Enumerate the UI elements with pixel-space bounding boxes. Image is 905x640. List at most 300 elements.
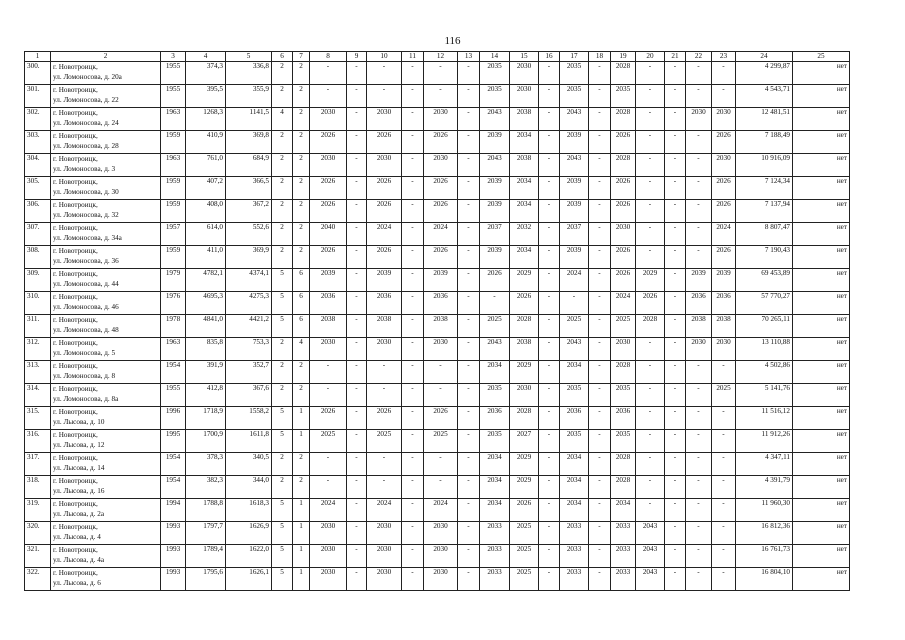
cell-c17: 2039	[560, 200, 589, 223]
address-street: ул. Ломоносова, д. 5	[53, 349, 116, 357]
cell-c23: -	[712, 522, 736, 545]
cell-c10: 2030	[367, 154, 402, 177]
address-city: г. Новотроицк,	[53, 431, 98, 439]
cell-c15: 2029	[510, 476, 539, 499]
cell-a2: 340,5	[226, 453, 272, 476]
cell-c11: -	[402, 476, 424, 499]
cell-c14: 2034	[480, 499, 510, 522]
cell-c10: 2030	[367, 108, 402, 131]
cell-cost: 11 516,12	[736, 407, 793, 430]
cell-c15: 2030	[510, 62, 539, 85]
cell-c9: -	[347, 108, 367, 131]
cell-c17: 2043	[560, 338, 589, 361]
cell-c18: -	[589, 476, 611, 499]
cell-c20: -	[636, 476, 665, 499]
row-number-cell: 311.	[25, 315, 51, 338]
column-header: 12	[424, 52, 458, 62]
cell-c17: 2043	[560, 154, 589, 177]
cell-c21: -	[665, 269, 686, 292]
row-number-cell: 301.	[25, 85, 51, 108]
cell-c15: 2034	[510, 131, 539, 154]
cell-c6: 2	[272, 476, 293, 499]
cell-year: 1996	[161, 407, 186, 430]
address-city: г. Новотроицк,	[53, 247, 98, 255]
cell-c16: -	[539, 338, 560, 361]
cell-c18: -	[589, 292, 611, 315]
cell-c12: 2024	[424, 499, 458, 522]
cell-c19: 2026	[611, 246, 636, 269]
cell-cost: 4 299,87	[736, 62, 793, 85]
address-street: ул. Ломоносова, д. 34а	[53, 234, 122, 242]
cell-c20: -	[636, 131, 665, 154]
cell-c14: 2035	[480, 85, 510, 108]
cell-c19: 2035	[611, 85, 636, 108]
cell-cost: 4 543,71	[736, 85, 793, 108]
cell-c12: 2026	[424, 407, 458, 430]
cell-c11: -	[402, 131, 424, 154]
cell-c23: 2030	[712, 108, 736, 131]
cell-c7: 2	[293, 108, 310, 131]
address-street: ул. Лысова, д. 14	[53, 464, 105, 472]
cell-c21: -	[665, 177, 686, 200]
cell-c6: 2	[272, 154, 293, 177]
cell-c19: 2035	[611, 430, 636, 453]
cell-c23: -	[712, 499, 736, 522]
cell-c16: -	[539, 545, 560, 568]
cell-c19: 2028	[611, 62, 636, 85]
cell-c16: -	[539, 315, 560, 338]
cell-c8: 2030	[310, 522, 347, 545]
cell-year: 1963	[161, 338, 186, 361]
cell-c16: -	[539, 292, 560, 315]
cell-c9: -	[347, 315, 367, 338]
cell-year: 1994	[161, 499, 186, 522]
cell-c9: -	[347, 453, 367, 476]
cell-c10: 2030	[367, 522, 402, 545]
cell-note: нет	[793, 568, 850, 591]
cell-a1: 4695,3	[186, 292, 226, 315]
cell-a2: 367,2	[226, 200, 272, 223]
cell-c23: -	[712, 453, 736, 476]
row-number-cell: 318.	[25, 476, 51, 499]
cell-c22: 2030	[686, 338, 712, 361]
column-header: 18	[589, 52, 611, 62]
cell-c19: 2028	[611, 476, 636, 499]
address-city: г. Новотроицк,	[53, 293, 98, 301]
cell-note: нет	[793, 522, 850, 545]
cell-c12: 2025	[424, 430, 458, 453]
cell-a2: 552,6	[226, 223, 272, 246]
table-body	[25, 62, 850, 591]
cell-c12: -	[424, 476, 458, 499]
cell-c13: -	[458, 62, 480, 85]
cell-c13: -	[458, 269, 480, 292]
address-cell	[51, 108, 161, 131]
cell-c14: 2039	[480, 177, 510, 200]
cell-year: 1976	[161, 292, 186, 315]
cell-a2: 369,8	[226, 131, 272, 154]
cell-note: нет	[793, 338, 850, 361]
cell-c11: -	[402, 177, 424, 200]
cell-c18: -	[589, 338, 611, 361]
address-city: г. Новотроицк,	[53, 339, 98, 347]
cell-c7: 1	[293, 545, 310, 568]
cell-c20: -	[636, 407, 665, 430]
cell-c19: 2034	[611, 499, 636, 522]
cell-c23: 2039	[712, 269, 736, 292]
cell-a1: 835,8	[186, 338, 226, 361]
cell-a1: 1795,6	[186, 568, 226, 591]
table-row	[25, 361, 850, 384]
cell-c20: -	[636, 108, 665, 131]
cell-c6: 2	[272, 131, 293, 154]
cell-c15: 2027	[510, 430, 539, 453]
cell-cost: 4 502,86	[736, 361, 793, 384]
cell-c18: -	[589, 223, 611, 246]
cell-c13: -	[458, 85, 480, 108]
cell-c12: -	[424, 453, 458, 476]
cell-c10: 2030	[367, 545, 402, 568]
cell-c13: -	[458, 499, 480, 522]
cell-c10: 2030	[367, 568, 402, 591]
table-row	[25, 177, 850, 200]
cell-year: 1954	[161, 453, 186, 476]
address-city: г. Новотроицк,	[53, 155, 98, 163]
cell-c21: -	[665, 85, 686, 108]
table-row	[25, 315, 850, 338]
cell-c13: -	[458, 545, 480, 568]
cell-c12: 2026	[424, 200, 458, 223]
cell-c11: -	[402, 407, 424, 430]
cell-c7: 2	[293, 62, 310, 85]
cell-c22: -	[686, 62, 712, 85]
cell-note: нет	[793, 315, 850, 338]
cell-c8: 2036	[310, 292, 347, 315]
cell-c6: 2	[272, 85, 293, 108]
address-cell	[51, 269, 161, 292]
cell-c19: 2028	[611, 453, 636, 476]
cell-c10: 2026	[367, 200, 402, 223]
cell-a2: 355,9	[226, 85, 272, 108]
cell-cost: 16 812,36	[736, 522, 793, 545]
address-cell	[51, 545, 161, 568]
cell-a2: 1611,8	[226, 430, 272, 453]
cell-c11: -	[402, 62, 424, 85]
cell-c16: -	[539, 108, 560, 131]
cell-year: 1954	[161, 476, 186, 499]
row-number-cell: 317.	[25, 453, 51, 476]
cell-c21: -	[665, 361, 686, 384]
cell-c12: 2030	[424, 545, 458, 568]
cell-c15: 2038	[510, 154, 539, 177]
address-street: ул. Ломоносова, д. 32	[53, 211, 119, 219]
row-number-cell: 322.	[25, 568, 51, 591]
cell-c23: 2030	[712, 338, 736, 361]
cell-c18: -	[589, 315, 611, 338]
address-street: ул. Ломоносова, д. 24	[53, 119, 119, 127]
cell-c18: -	[589, 407, 611, 430]
cell-c16: -	[539, 223, 560, 246]
cell-c16: -	[539, 430, 560, 453]
cell-c21: -	[665, 499, 686, 522]
cell-c20: -	[636, 177, 665, 200]
cell-c13: -	[458, 522, 480, 545]
page-number: 116	[444, 35, 461, 47]
cell-year: 1993	[161, 568, 186, 591]
cell-a1: 391,9	[186, 361, 226, 384]
cell-c7: 1	[293, 430, 310, 453]
table-row	[25, 223, 850, 246]
column-header: 11	[402, 52, 424, 62]
cell-a2: 1626,1	[226, 568, 272, 591]
cell-cost: 7 190,43	[736, 246, 793, 269]
cell-c12: 2030	[424, 522, 458, 545]
cell-c16: -	[539, 568, 560, 591]
cell-c20: 2028	[636, 315, 665, 338]
row-number-cell: 308.	[25, 246, 51, 269]
address-street: ул. Ломоносова, д. 46	[53, 303, 119, 311]
cell-c22: -	[686, 154, 712, 177]
cell-c7: 2	[293, 154, 310, 177]
table-row	[25, 131, 850, 154]
cell-c8: 2030	[310, 108, 347, 131]
cell-c13: -	[458, 200, 480, 223]
column-header: 17	[560, 52, 589, 62]
cell-c16: -	[539, 499, 560, 522]
table-row	[25, 499, 850, 522]
column-header: 8	[310, 52, 347, 62]
cell-c16: -	[539, 476, 560, 499]
column-header: 20	[636, 52, 665, 62]
cell-c10: 2039	[367, 269, 402, 292]
cell-a1: 412,8	[186, 384, 226, 407]
cell-a1: 614,0	[186, 223, 226, 246]
cell-c16: -	[539, 407, 560, 430]
cell-c21: -	[665, 568, 686, 591]
cell-note: нет	[793, 131, 850, 154]
cell-c21: -	[665, 292, 686, 315]
cell-a1: 761,0	[186, 154, 226, 177]
cell-c16: -	[539, 62, 560, 85]
cell-cost: 12 481,51	[736, 108, 793, 131]
cell-c8: 2026	[310, 131, 347, 154]
table-row	[25, 108, 850, 131]
cell-a2: 1141,5	[226, 108, 272, 131]
cell-year: 1993	[161, 522, 186, 545]
cell-c7: 2	[293, 453, 310, 476]
cell-c18: -	[589, 269, 611, 292]
cell-c19: 2026	[611, 131, 636, 154]
cell-c8: 2024	[310, 499, 347, 522]
cell-c17: 2033	[560, 522, 589, 545]
address-city: г. Новотроицк,	[53, 86, 98, 94]
cell-c12: -	[424, 62, 458, 85]
cell-c20: -	[636, 200, 665, 223]
cell-cost: 8 807,47	[736, 223, 793, 246]
cell-c22: -	[686, 361, 712, 384]
row-number-cell: 306.	[25, 200, 51, 223]
cell-c23: 2026	[712, 200, 736, 223]
cell-cost: 69 453,89	[736, 269, 793, 292]
cell-c12: 2030	[424, 154, 458, 177]
table-row	[25, 545, 850, 568]
cell-c7: 2	[293, 384, 310, 407]
cell-note: нет	[793, 292, 850, 315]
cell-c19: 2028	[611, 361, 636, 384]
cell-c11: -	[402, 292, 424, 315]
cell-c15: 2030	[510, 384, 539, 407]
cell-c9: -	[347, 223, 367, 246]
cell-c8: 2026	[310, 246, 347, 269]
cell-c9: -	[347, 407, 367, 430]
cell-c13: -	[458, 568, 480, 591]
address-city: г. Новотроицк,	[53, 500, 98, 508]
cell-c18: -	[589, 522, 611, 545]
cell-c22: 2039	[686, 269, 712, 292]
cell-c15: 2032	[510, 223, 539, 246]
cell-c22: -	[686, 499, 712, 522]
cell-c8: 2030	[310, 545, 347, 568]
cell-c22: -	[686, 200, 712, 223]
cell-c12: 2030	[424, 108, 458, 131]
cell-c6: 2	[272, 453, 293, 476]
column-header: 2	[51, 52, 161, 62]
column-header: 24	[736, 52, 793, 62]
cell-a2: 4374,1	[226, 269, 272, 292]
column-header: 14	[480, 52, 510, 62]
cell-a1: 374,3	[186, 62, 226, 85]
address-cell	[51, 522, 161, 545]
column-header: 1	[25, 52, 51, 62]
address-city: г. Новотроицк,	[53, 385, 98, 393]
cell-c21: -	[665, 246, 686, 269]
address-street: ул. Ломоносова, д. 28	[53, 142, 119, 150]
cell-c18: -	[589, 453, 611, 476]
cell-c16: -	[539, 177, 560, 200]
cell-c12: 2036	[424, 292, 458, 315]
cell-c13: -	[458, 223, 480, 246]
cell-c8: 2030	[310, 154, 347, 177]
cell-c11: -	[402, 522, 424, 545]
cell-c21: -	[665, 154, 686, 177]
cell-c6: 5	[272, 568, 293, 591]
address-street: ул. Лысова, д. 4	[53, 533, 101, 541]
cell-c8: -	[310, 384, 347, 407]
cell-c10: 2025	[367, 430, 402, 453]
cell-c15: 2038	[510, 338, 539, 361]
cell-a2: 366,5	[226, 177, 272, 200]
cell-cost: 16 804,10	[736, 568, 793, 591]
cell-c18: -	[589, 154, 611, 177]
address-city: г. Новотроицк,	[53, 63, 98, 71]
cell-c14: 2035	[480, 62, 510, 85]
table-row	[25, 407, 850, 430]
cell-c19: 2026	[611, 269, 636, 292]
cell-c11: -	[402, 108, 424, 131]
cell-c7: 6	[293, 292, 310, 315]
cell-note: нет	[793, 85, 850, 108]
cell-c19: 2024	[611, 292, 636, 315]
address-city: г. Новотроицк,	[53, 454, 98, 462]
cell-c17: 2035	[560, 85, 589, 108]
cell-c15: 2025	[510, 568, 539, 591]
cell-c21: -	[665, 62, 686, 85]
cell-a1: 408,0	[186, 200, 226, 223]
cell-cost: 16 761,73	[736, 545, 793, 568]
cell-c21: -	[665, 315, 686, 338]
column-header: 3	[161, 52, 186, 62]
cell-c16: -	[539, 85, 560, 108]
cell-c16: -	[539, 361, 560, 384]
address-cell	[51, 338, 161, 361]
cell-note: нет	[793, 200, 850, 223]
address-city: г. Новотроицк,	[53, 546, 98, 554]
cell-c14: 2043	[480, 338, 510, 361]
cell-c22: -	[686, 131, 712, 154]
cell-c8: 2040	[310, 223, 347, 246]
cell-c6: 5	[272, 430, 293, 453]
cell-note: нет	[793, 177, 850, 200]
address-city: г. Новотроицк,	[53, 109, 98, 117]
cell-c16: -	[539, 269, 560, 292]
address-cell	[51, 85, 161, 108]
cell-c6: 5	[272, 315, 293, 338]
cell-c23: -	[712, 568, 736, 591]
cell-c11: -	[402, 545, 424, 568]
cell-c17: 2043	[560, 108, 589, 131]
address-street: ул. Ломоносова, д. 48	[53, 326, 119, 334]
cell-c18: -	[589, 430, 611, 453]
cell-c6: 2	[272, 223, 293, 246]
address-street: ул. Ломоносова, д. 8а	[53, 395, 119, 403]
cell-year: 1955	[161, 85, 186, 108]
cell-c19: 2026	[611, 177, 636, 200]
cell-c13: -	[458, 430, 480, 453]
cell-c14: 2037	[480, 223, 510, 246]
cell-c6: 2	[272, 177, 293, 200]
address-street: ул. Ломоносова, д. 8	[53, 372, 116, 380]
cell-c11: -	[402, 200, 424, 223]
cell-cost: 7 124,34	[736, 177, 793, 200]
cell-cost: 11 960,30	[736, 499, 793, 522]
cell-c6: 5	[272, 407, 293, 430]
cell-c15: 2028	[510, 315, 539, 338]
column-header: 21	[665, 52, 686, 62]
cell-a1: 1268,3	[186, 108, 226, 131]
cell-c23: 2026	[712, 246, 736, 269]
address-street: ул. Лысова, д. 2а	[53, 510, 105, 518]
cell-c12: -	[424, 361, 458, 384]
cell-a1: 395,5	[186, 85, 226, 108]
cell-cost: 11 912,26	[736, 430, 793, 453]
column-header: 16	[539, 52, 560, 62]
cell-c7: 1	[293, 499, 310, 522]
cell-c21: -	[665, 223, 686, 246]
cell-a2: 336,8	[226, 62, 272, 85]
cell-cost: 10 916,09	[736, 154, 793, 177]
cell-c19: 2036	[611, 407, 636, 430]
cell-c12: 2026	[424, 246, 458, 269]
cell-c7: 2	[293, 476, 310, 499]
address-street: ул. Лысова, д. 4а	[53, 556, 105, 564]
table-row	[25, 200, 850, 223]
row-number-cell: 310.	[25, 292, 51, 315]
cell-c14: 2033	[480, 568, 510, 591]
cell-c13: -	[458, 108, 480, 131]
cell-c9: -	[347, 269, 367, 292]
address-city: г. Новотроицк,	[53, 362, 98, 370]
cell-c17: 2024	[560, 269, 589, 292]
